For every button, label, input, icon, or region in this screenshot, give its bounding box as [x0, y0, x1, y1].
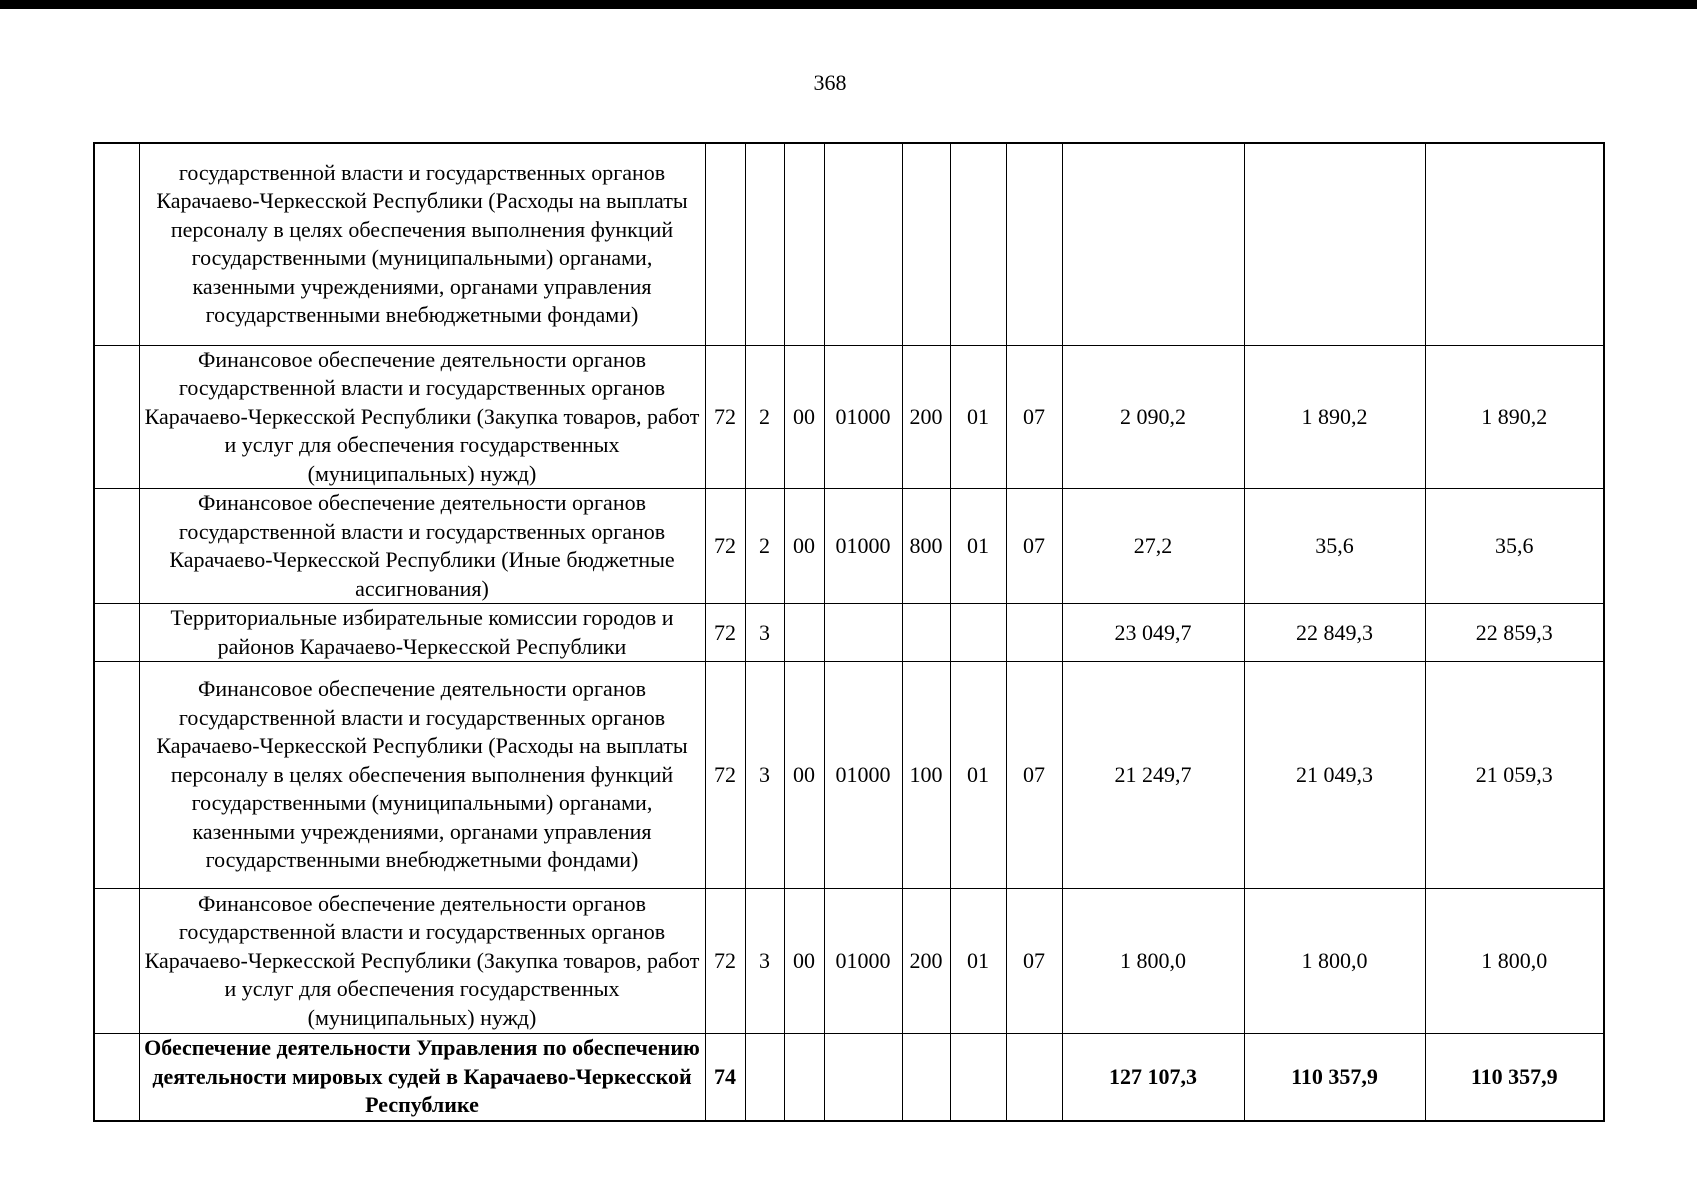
target-code-cell: 01000	[824, 489, 902, 604]
amount-year1-cell	[1062, 143, 1244, 345]
amount-year1-cell: 21 249,7	[1062, 662, 1244, 889]
ministry-code-cell: 72	[705, 489, 745, 604]
amount-year2-cell: 1 890,2	[1244, 345, 1425, 489]
subsection-detail-cell	[1006, 143, 1062, 345]
amount-year2-cell: 35,6	[1244, 489, 1425, 604]
amount-year1-cell: 23 049,7	[1062, 604, 1244, 662]
section-code-cell: 2	[745, 345, 784, 489]
table-row	[94, 143, 1604, 345]
subsection-code-cell: 01	[950, 889, 1006, 1034]
ministry-code-cell: 72	[705, 345, 745, 489]
ministry-code-cell: 72	[705, 662, 745, 889]
target-code-cell	[824, 143, 902, 345]
page-number: 368	[813, 70, 847, 95]
section-code-cell: 3	[745, 889, 784, 1034]
row-number-cell	[94, 1034, 139, 1121]
amount-year3-cell: 1 800,0	[1425, 889, 1604, 1034]
section-code-cell: 3	[745, 604, 784, 662]
table-row	[94, 489, 1604, 604]
row-number-cell	[94, 662, 139, 889]
subsection-detail-cell	[1006, 604, 1062, 662]
amount-year3-cell: 1 890,2	[1425, 345, 1604, 489]
subsection-code-cell	[950, 143, 1006, 345]
program-code-cell: 00	[784, 345, 824, 489]
description-cell: Финансовое обеспечение деятельности органов государственной власти и государственных органов Карачаево-Черкесской Республики (Расходы на выплаты персоналу в целях обеспечения выполнения функций государственными (муниципальными) органами, казенными учреждениями, органами управления государственными внебюджетными фондами)	[139, 662, 705, 889]
subsection-detail-cell	[1006, 1034, 1062, 1121]
amount-year2-cell	[1244, 143, 1425, 345]
ministry-code-cell: 72	[705, 604, 745, 662]
table-row	[94, 345, 1604, 489]
program-code-cell: 00	[784, 662, 824, 889]
subsection-detail-cell: 07	[1006, 489, 1062, 604]
subsection-code-cell	[950, 604, 1006, 662]
description-cell: Территориальные избирательные комиссии городов и районов Карачаево-Черкесской Республики	[139, 604, 705, 662]
expense-type-cell: 100	[902, 662, 950, 889]
table-row	[94, 889, 1604, 1034]
ministry-code-cell: 74	[705, 1034, 745, 1121]
amount-year1-cell: 2 090,2	[1062, 345, 1244, 489]
subsection-detail-cell: 07	[1006, 662, 1062, 889]
scan-top-edge	[0, 0, 1697, 9]
program-code-cell	[784, 604, 824, 662]
table-row	[94, 662, 1604, 889]
subsection-code-cell: 01	[950, 345, 1006, 489]
amount-year2-cell: 22 849,3	[1244, 604, 1425, 662]
target-code-cell: 01000	[824, 662, 902, 889]
expense-type-cell	[902, 1034, 950, 1121]
target-code-cell	[824, 1034, 902, 1121]
description-cell: государственной власти и государственных органов Карачаево-Черкесской Республики (Расходы на выплаты персоналу в целях обеспечения выполнения функций государственными (муниципальными) органами, казенными учреждениями, органами управления государственными внебюджетными фондами)	[139, 143, 705, 345]
program-code-cell	[784, 143, 824, 345]
amount-year2-cell: 21 049,3	[1244, 662, 1425, 889]
program-code-cell: 00	[784, 889, 824, 1034]
amount-year1-cell: 127 107,3	[1062, 1034, 1244, 1121]
expense-type-cell: 200	[902, 345, 950, 489]
row-number-cell	[94, 604, 139, 662]
row-number-cell	[94, 345, 139, 489]
amount-year3-cell: 110 357,9	[1425, 1034, 1604, 1121]
expense-type-cell	[902, 604, 950, 662]
target-code-cell: 01000	[824, 345, 902, 489]
row-number-cell	[94, 889, 139, 1034]
amount-year3-cell: 22 859,3	[1425, 604, 1604, 662]
amount-year3-cell	[1425, 143, 1604, 345]
expense-type-cell	[902, 143, 950, 345]
section-code-cell: 2	[745, 489, 784, 604]
section-code-cell	[745, 1034, 784, 1121]
ministry-code-cell	[705, 143, 745, 345]
amount-year2-cell: 1 800,0	[1244, 889, 1425, 1034]
amount-year1-cell: 1 800,0	[1062, 889, 1244, 1034]
expense-type-cell: 800	[902, 489, 950, 604]
row-number-cell	[94, 489, 139, 604]
section-code-cell: 3	[745, 662, 784, 889]
subsection-detail-cell: 07	[1006, 345, 1062, 489]
amount-year2-cell: 110 357,9	[1244, 1034, 1425, 1121]
description-cell: Обеспечение деятельности Управления по обеспечению деятельности мировых судей в Карачаево-Черкесской Республике	[139, 1034, 705, 1121]
section-code-cell	[745, 143, 784, 345]
program-code-cell: 00	[784, 489, 824, 604]
subsection-detail-cell: 07	[1006, 889, 1062, 1034]
row-number-cell	[94, 143, 139, 345]
target-code-cell: 01000	[824, 889, 902, 1034]
amount-year1-cell: 27,2	[1062, 489, 1244, 604]
table-row	[94, 604, 1604, 662]
program-code-cell	[784, 1034, 824, 1121]
table-body	[94, 143, 1604, 1121]
description-cell: Финансовое обеспечение деятельности органов государственной власти и государственных органов Карачаево-Черкесской Республики (Закупка товаров, работ и услуг для обеспечения государственных (муниципальных) нужд)	[139, 345, 705, 489]
table-row	[94, 1034, 1604, 1121]
expense-type-cell: 200	[902, 889, 950, 1034]
description-cell: Финансовое обеспечение деятельности органов государственной власти и государственных органов Карачаево-Черкесской Республики (Закупка товаров, работ и услуг для обеспечения государственных (муниципальных) нужд)	[139, 889, 705, 1034]
subsection-code-cell: 01	[950, 662, 1006, 889]
amount-year3-cell: 35,6	[1425, 489, 1604, 604]
ministry-code-cell: 72	[705, 889, 745, 1034]
description-cell: Финансовое обеспечение деятельности органов государственной власти и государственных органов Карачаево-Черкесской Республики (Иные бюджетные ассигнования)	[139, 489, 705, 604]
subsection-code-cell	[950, 1034, 1006, 1121]
budget-table	[93, 142, 1605, 1122]
target-code-cell	[824, 604, 902, 662]
subsection-code-cell: 01	[950, 489, 1006, 604]
amount-year3-cell: 21 059,3	[1425, 662, 1604, 889]
